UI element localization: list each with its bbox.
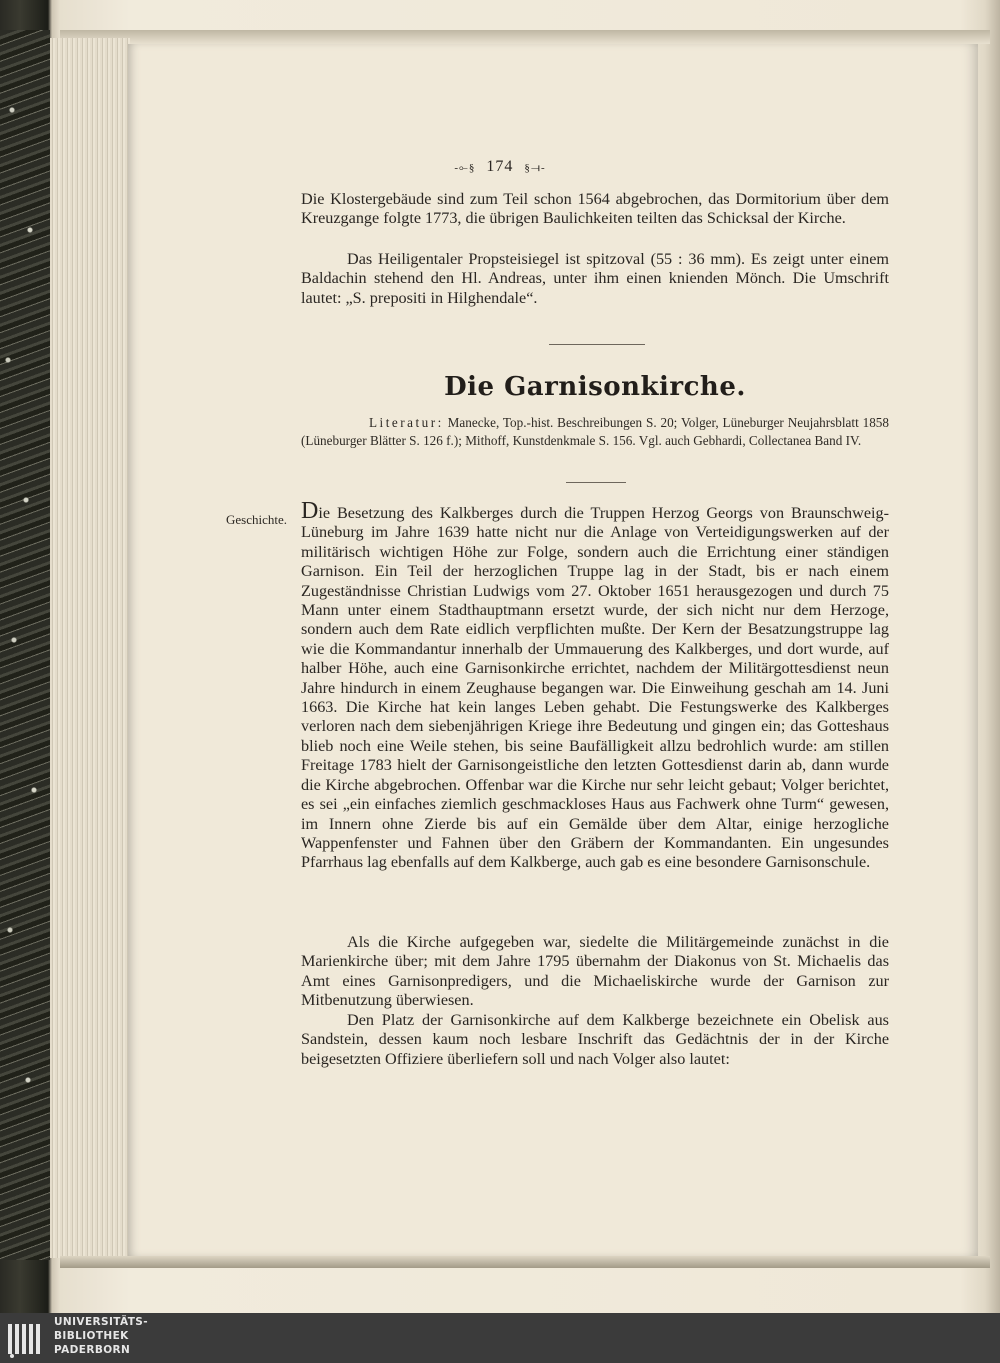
library-name	[54, 1315, 148, 1357]
literature-divider	[566, 482, 626, 483]
ornament-left-icon: ‑⟜§	[454, 162, 476, 174]
book-binding	[0, 30, 50, 1260]
ornament-right-icon: §⟞‑	[524, 162, 546, 174]
drop-cap: D	[301, 498, 319, 524]
page-stack-edges	[50, 38, 130, 1258]
paragraph-besetzung-text: ie Besetzung des Kalkberges durch die Truppen Herzog Georgs von Braunschweig-Lüneburg im Jahre 1639 hatte nicht nur die Anlage von Verteidigungswerken auf der militärisch wichtigen Höhe zur Folge, sondern auch die Errichtung einer ständigen Garnison. Ein Teil der herzoglichen Truppe lag in der Stadt, bis er nach einem Zugeständnisse Christian Ludwigs vom 27. Oktober 1651 herausgezogen und durch 75 Mann unter einem Stadthauptmann ersetzt wurde, der sich nicht nur dem Herzoge, sondern auch dem Rate eidlich verpflichten mußte. Der Kern der Besatzungstruppe lag wie die Kommandantur innerhalb der Ummauerung des Kalkberges, und dort wurde, auf halber Höhe, auch eine Garnisonkirche errichtet, nachdem der Militärgottesdienst neun Jahre hindurch in einem Zeughause begangen war. Die Einweihung geschah am 14. Juni 1663. Die Kirche hat kein langes Leben gehabt. Die Festungswerke des Kalkberges verloren nach dem siebenjährigen Kriege ihre Bedeutung und gingen ein; das Gotteshaus blieb noch eine Weile stehen, bis seine Baufälligkeit allzu bedrohlich wurde: am stillen Freitage 1783 hielt der Garnisongeistliche den letzten Gottesdienst darin ab, dann wurde die Kirche abgebrochen. Offenbar war die Kirche nur sehr leicht gebaut; Volger berichtet, es sei „ein einfaches ziemlich geschmackloses Haus aus Fachwerk ohne Turm“ gewesen, im Innern ohne Zierde bis auf ein Gemälde über dem Altar, einige herzogliche Wappenfenster und Fahnen über den Gräbern der Kommandanten. Ein ungesundes Pfarrhaus lag ebenfalls auf dem Kalkberge, auch gab es eine besondere Garnisonschule.	[301, 504, 889, 872]
margin-note: Geschichte.	[226, 512, 288, 527]
section-title: Die Garnisonkirche.	[444, 372, 746, 402]
library-name-line-1: UNIVERSITÄTS-	[54, 1316, 149, 1328]
literature-references	[301, 414, 889, 450]
paragraph-obelisk: Den Platz der Garnisonkirche auf dem Kalkberge bezeichnete ein Obelisk aus Sandstein, dessen kaum noch lesbare Inschrift das Gedächtnis der in der Kirche beigesetzten Offiziere überliefern soll und nach Volger also lautet:	[301, 1011, 889, 1068]
section-divider	[549, 344, 645, 345]
page-top-edge	[60, 30, 990, 44]
page-bottom-edge	[60, 1256, 990, 1268]
literature-text: Manecke, Top.-hist. Beschreibungen S. 20; Volger, Lüneburger Neujahrsblatt 1858 (Lüneburger Blätter S. 126 f.); Mithoff, Kunstdenkmale S. 156. Vgl. auch Gebhardi, Collectanea Band IV.	[301, 415, 889, 449]
paragraph-propsteisiegel: Das Heiligentaler Propsteisiegel ist spitzoval (55 : 36 mm). Es zeigt unter einem Baldachin stehend den Hl. Andreas, unter ihm einen knienden Mönch. Die Umschrift lautet: „S. prepositi in Hilghendale“.	[301, 250, 889, 307]
library-name-line-3: PADERBORN	[54, 1344, 131, 1356]
university-library-logo-icon	[5, 1318, 47, 1360]
library-name-line-2: BIBLIOTHEK	[54, 1330, 129, 1342]
page-number-value: 174	[486, 158, 514, 175]
literature-label: Literatur:	[369, 415, 444, 430]
library-footer	[0, 1313, 1000, 1363]
paragraph-besetzung	[301, 498, 889, 873]
paragraph-kirche-aufgegeben: Als die Kirche aufgegeben war, siedelte die Militärgemeinde zunächst in die Marienkirche über; mit dem Jahre 1795 übernahm der Diakonus von St. Michaelis das Amt eines Garnisonpredigers, und die Michaeliskirche wurde der Garnison zur Mitbenutzung überwiesen.	[301, 933, 889, 1010]
paragraph-klostergebaeude: Die Klostergebäude sind zum Teil schon 1564 abgebrochen, das Dormitorium über dem Kreuzgange folgte 1773, die übrigen Baulichkeiten teilten das Schicksal der Kirche.	[301, 190, 889, 228]
page-number	[400, 158, 600, 176]
